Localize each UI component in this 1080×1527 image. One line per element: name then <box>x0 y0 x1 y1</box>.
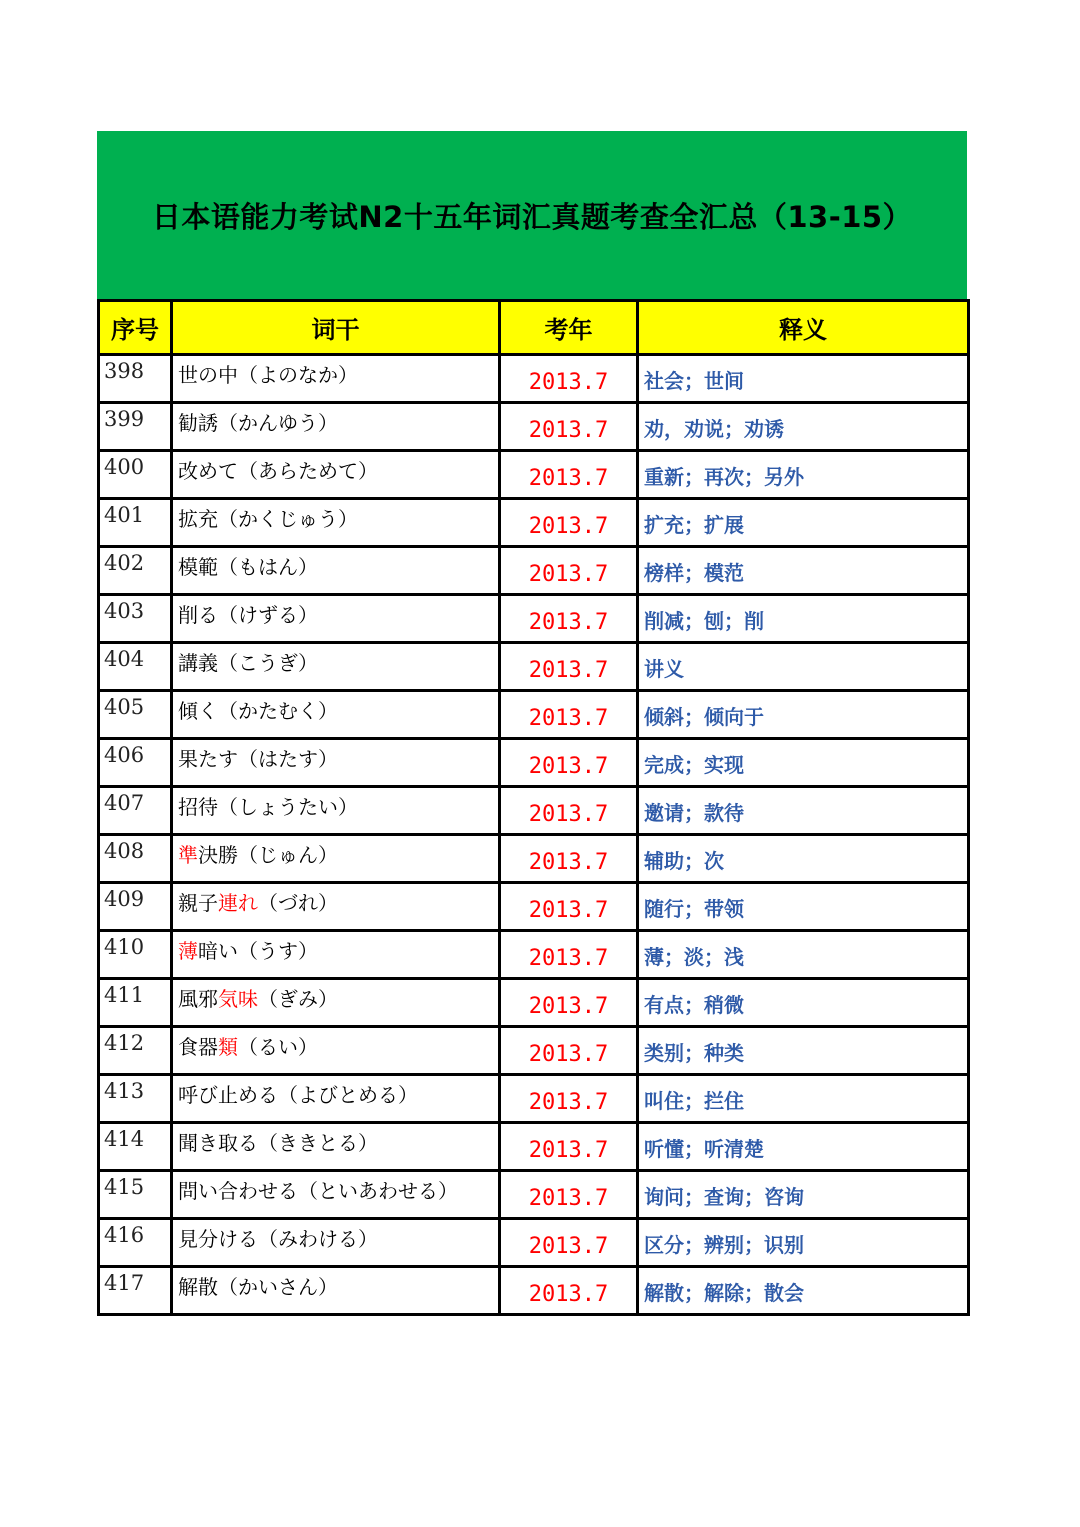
word-cell <box>172 1267 500 1315</box>
definition: 有点；稍微 <box>638 979 969 1027</box>
row-number: 416 <box>99 1219 172 1267</box>
table-row <box>99 835 969 883</box>
word-text: 暗い（うす） <box>198 939 318 963</box>
word-text: 呼び止める（よびとめる） <box>178 1083 418 1107</box>
word-cell <box>172 691 500 739</box>
table-row <box>99 1219 969 1267</box>
table-row <box>99 931 969 979</box>
word-cell <box>172 1027 500 1075</box>
table-row <box>99 1171 969 1219</box>
header-word: 词干 <box>172 301 500 355</box>
row-number: 406 <box>99 739 172 787</box>
exam-year: 2013.7 <box>500 451 638 499</box>
word-text: 食器 <box>178 1035 218 1059</box>
word-cell <box>172 931 500 979</box>
word-cell <box>172 835 500 883</box>
definition: 辅助；次 <box>638 835 969 883</box>
word-text: 風邪 <box>178 987 218 1011</box>
word-cell <box>172 499 500 547</box>
word-text: 改めて（あらためて） <box>178 459 378 483</box>
table-row <box>99 643 969 691</box>
word-cell <box>172 1123 500 1171</box>
exam-year: 2013.7 <box>500 643 638 691</box>
header-row <box>99 301 969 355</box>
word-text: 問い合わせる（といあわせる） <box>178 1179 458 1203</box>
vocabulary-sheet <box>97 131 967 1316</box>
definition: 听懂；听清楚 <box>638 1123 969 1171</box>
word-cell <box>172 1219 500 1267</box>
row-number: 405 <box>99 691 172 739</box>
definition: 重新；再次；另外 <box>638 451 969 499</box>
exam-year: 2013.7 <box>500 1123 638 1171</box>
word-highlight: 薄 <box>178 939 198 963</box>
exam-year: 2013.7 <box>500 835 638 883</box>
header-year: 考年 <box>500 301 638 355</box>
row-number: 409 <box>99 883 172 931</box>
definition: 叫住；拦住 <box>638 1075 969 1123</box>
definition: 倾斜；倾向于 <box>638 691 969 739</box>
row-number: 417 <box>99 1267 172 1315</box>
word-text: 招待（しょうたい） <box>178 795 358 819</box>
exam-year: 2013.7 <box>500 739 638 787</box>
word-cell <box>172 451 500 499</box>
table-row <box>99 1027 969 1075</box>
word-text: （ぎみ） <box>258 987 338 1011</box>
definition: 劝，劝说；劝诱 <box>638 403 969 451</box>
word-highlight: 気味 <box>218 987 258 1011</box>
definition: 类别；种类 <box>638 1027 969 1075</box>
row-number: 404 <box>99 643 172 691</box>
table-row <box>99 355 969 403</box>
exam-year: 2013.7 <box>500 691 638 739</box>
word-text: 世の中（よのなか） <box>178 363 358 387</box>
word-text: 講義（こうぎ） <box>178 651 318 675</box>
exam-year: 2013.7 <box>500 1027 638 1075</box>
exam-year: 2013.7 <box>500 547 638 595</box>
exam-year: 2013.7 <box>500 355 638 403</box>
definition: 询问；查询；咨询 <box>638 1171 969 1219</box>
word-text: （るい） <box>238 1035 318 1059</box>
table-row <box>99 883 969 931</box>
row-number: 403 <box>99 595 172 643</box>
word-text: 傾く（かたむく） <box>178 699 338 723</box>
word-text: 拡充（かくじゅう） <box>178 507 358 531</box>
word-cell <box>172 1075 500 1123</box>
word-cell <box>172 979 500 1027</box>
word-cell <box>172 403 500 451</box>
row-number: 415 <box>99 1171 172 1219</box>
word-text: （づれ） <box>258 891 338 915</box>
table-row <box>99 787 969 835</box>
exam-year: 2013.7 <box>500 499 638 547</box>
definition: 随行；带领 <box>638 883 969 931</box>
definition: 薄；淡；浅 <box>638 931 969 979</box>
definition: 社会；世间 <box>638 355 969 403</box>
row-number: 399 <box>99 403 172 451</box>
table-body <box>99 355 969 1315</box>
page-title: 日本语能力考试N2十五年词汇真题考查全汇总（13-15） <box>151 199 913 234</box>
row-number: 411 <box>99 979 172 1027</box>
word-cell <box>172 547 500 595</box>
definition: 邀请；款待 <box>638 787 969 835</box>
definition: 解散；解除；散会 <box>638 1267 969 1315</box>
word-text: 見分ける（みわける） <box>178 1227 378 1251</box>
definition: 区分；辨别；识别 <box>638 1219 969 1267</box>
exam-year: 2013.7 <box>500 595 638 643</box>
word-cell <box>172 883 500 931</box>
definition: 扩充；扩展 <box>638 499 969 547</box>
row-number: 402 <box>99 547 172 595</box>
word-cell <box>172 787 500 835</box>
word-text: 解散（かいさん） <box>178 1275 338 1299</box>
table-row <box>99 1075 969 1123</box>
table-row <box>99 595 969 643</box>
word-text: 親子 <box>178 891 218 915</box>
exam-year: 2013.7 <box>500 403 638 451</box>
exam-year: 2013.7 <box>500 883 638 931</box>
table-row <box>99 547 969 595</box>
row-number: 413 <box>99 1075 172 1123</box>
word-text: 模範（もはん） <box>178 555 318 579</box>
table-row <box>99 979 969 1027</box>
row-number: 401 <box>99 499 172 547</box>
table-row <box>99 1123 969 1171</box>
exam-year: 2013.7 <box>500 787 638 835</box>
word-cell <box>172 355 500 403</box>
exam-year: 2013.7 <box>500 1267 638 1315</box>
title-banner <box>97 131 967 299</box>
word-text: 削る（けずる） <box>178 603 318 627</box>
exam-year: 2013.7 <box>500 1075 638 1123</box>
word-text: 勧誘（かんゆう） <box>178 411 338 435</box>
word-cell <box>172 643 500 691</box>
word-highlight: 連れ <box>218 891 258 915</box>
word-highlight: 準 <box>178 843 198 867</box>
word-cell <box>172 739 500 787</box>
table-row <box>99 499 969 547</box>
definition: 削减；刨；削 <box>638 595 969 643</box>
row-number: 400 <box>99 451 172 499</box>
definition: 榜样；模范 <box>638 547 969 595</box>
row-number: 398 <box>99 355 172 403</box>
word-cell <box>172 1171 500 1219</box>
word-text: 聞き取る（ききとる） <box>178 1131 378 1155</box>
row-number: 414 <box>99 1123 172 1171</box>
exam-year: 2013.7 <box>500 979 638 1027</box>
word-cell <box>172 595 500 643</box>
exam-year: 2013.7 <box>500 931 638 979</box>
word-text: 決勝（じゅん） <box>198 843 338 867</box>
row-number: 410 <box>99 931 172 979</box>
exam-year: 2013.7 <box>500 1219 638 1267</box>
header-number: 序号 <box>99 301 172 355</box>
definition: 讲义 <box>638 643 969 691</box>
header-definition: 释义 <box>638 301 969 355</box>
definition: 完成；实现 <box>638 739 969 787</box>
table-row <box>99 739 969 787</box>
exam-year: 2013.7 <box>500 1171 638 1219</box>
vocabulary-table <box>97 299 970 1316</box>
table-row <box>99 403 969 451</box>
table-row <box>99 451 969 499</box>
table-row <box>99 691 969 739</box>
word-highlight: 類 <box>218 1035 238 1059</box>
word-text: 果たす（はたす） <box>178 747 338 771</box>
row-number: 408 <box>99 835 172 883</box>
table-row <box>99 1267 969 1315</box>
row-number: 412 <box>99 1027 172 1075</box>
row-number: 407 <box>99 787 172 835</box>
